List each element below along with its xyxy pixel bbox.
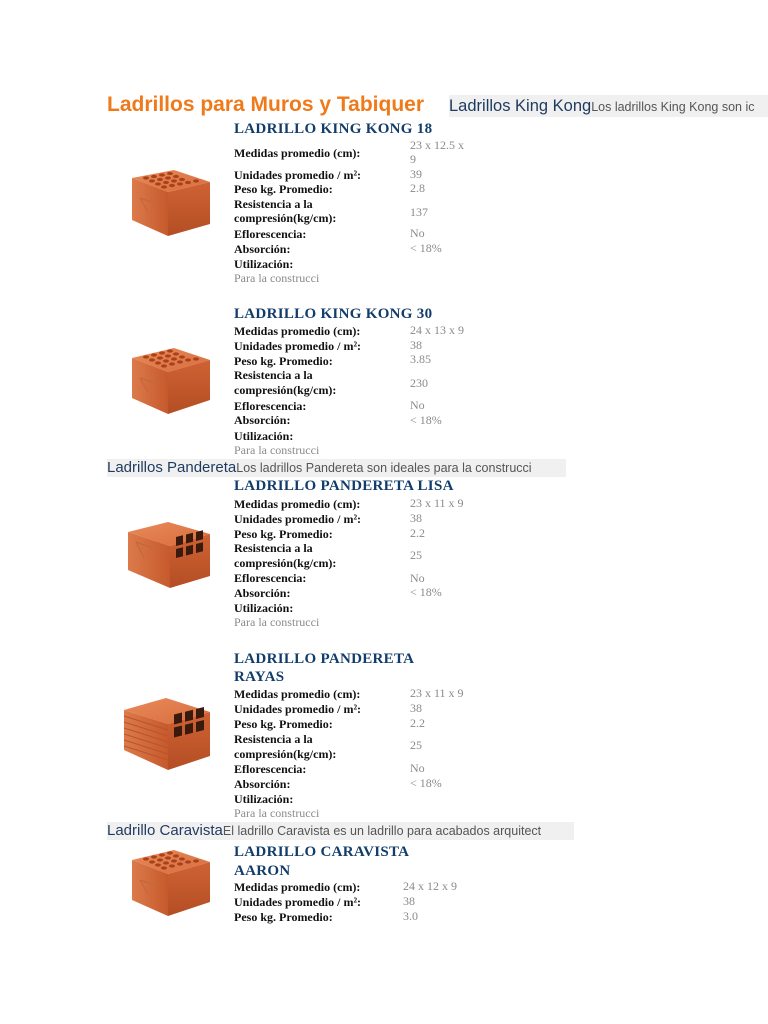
- value-resistencia: 137: [410, 205, 428, 219]
- brick-caravista-aaron-image: [128, 848, 212, 920]
- category-header-king-kong: [449, 95, 768, 117]
- label-unidades: Unidades promedio / m²:: [234, 339, 362, 353]
- label-unidades: Unidades promedio / m²:: [234, 895, 362, 909]
- label-absorcion: Absorción:: [234, 777, 291, 791]
- value-unidades: 38: [410, 511, 422, 525]
- brick-pandereta-rayas-image: [120, 694, 214, 772]
- label-eflorescencia: Eflorescencia:: [234, 399, 307, 413]
- label-medidas: Medidas promedio (cm):: [234, 880, 361, 894]
- label-peso: Peso kg. Promedio:: [234, 527, 333, 541]
- category-description: El ladrillo Caravista es un ladrillo para acabados arquitect: [222, 824, 542, 838]
- label-utilizacion: Utilización:: [234, 257, 294, 271]
- value-absorcion: < 18%: [410, 776, 442, 790]
- value-utilizacion: Para la construcci: [234, 271, 320, 285]
- brick-king-kong-30-image: [128, 346, 212, 418]
- label-peso: Peso kg. Promedio:: [234, 910, 333, 924]
- brick-pandereta-lisa-image: [124, 518, 214, 590]
- label-resistencia: Resistencia a la: [234, 732, 313, 746]
- label-medidas: Medidas promedio (cm):: [234, 324, 361, 338]
- category-header-caravista: [107, 822, 574, 840]
- product-title: LADRILLO CARAVISTA: [234, 844, 410, 860]
- value-eflorescencia: No: [410, 226, 425, 240]
- label-resistencia: Resistencia a la: [234, 368, 313, 382]
- value-medidas: 24 x 12 x 9: [403, 879, 457, 893]
- label-utilizacion: Utilización:: [234, 429, 294, 443]
- product-title: LADRILLO PANDERETA: [234, 651, 415, 667]
- value-medidas-cont: 9: [410, 152, 416, 166]
- product-title-cont: AARON: [234, 863, 291, 879]
- value-unidades: 38: [403, 894, 415, 908]
- value-absorcion: < 18%: [410, 241, 442, 255]
- value-unidades: 38: [410, 338, 422, 352]
- label-resistencia: Resistencia a la: [234, 197, 313, 211]
- product-title: LADRILLO KING KONG 18: [234, 121, 433, 137]
- label-resistencia-cont: compresión(kg/cm):: [234, 747, 337, 761]
- value-eflorescencia: No: [410, 571, 425, 585]
- label-resistencia-cont: compresión(kg/cm):: [234, 556, 337, 570]
- label-eflorescencia: Eflorescencia:: [234, 227, 307, 241]
- value-peso: 3.85: [410, 352, 431, 366]
- label-medidas: Medidas promedio (cm):: [234, 146, 361, 160]
- value-resistencia: 25: [410, 548, 422, 562]
- category-description: Los ladrillos King Kong son ic: [591, 100, 755, 114]
- brick-king-kong-18-image: [128, 168, 212, 240]
- value-resistencia: 230: [410, 376, 428, 390]
- label-resistencia: Resistencia a la: [234, 541, 313, 555]
- value-peso: 2.8: [410, 181, 425, 195]
- value-utilizacion: Para la construcci: [234, 806, 320, 820]
- value-utilizacion: Para la construcci: [234, 443, 320, 457]
- label-absorcion: Absorción:: [234, 586, 291, 600]
- label-eflorescencia: Eflorescencia:: [234, 571, 307, 585]
- value-resistencia: 25: [410, 738, 422, 752]
- label-utilizacion: Utilización:: [234, 792, 294, 806]
- category-description: Los ladrillos Pandereta son ideales para la construcci: [236, 461, 532, 475]
- value-unidades: 38: [410, 701, 422, 715]
- label-unidades: Unidades promedio / m²:: [234, 512, 362, 526]
- label-peso: Peso kg. Promedio:: [234, 182, 333, 196]
- value-absorcion: < 18%: [410, 413, 442, 427]
- value-peso: 3.0: [403, 909, 418, 923]
- label-medidas: Medidas promedio (cm):: [234, 497, 361, 511]
- label-resistencia-cont: compresión(kg/cm):: [234, 211, 337, 225]
- value-utilizacion: Para la construcci: [234, 615, 320, 629]
- value-medidas: 24 x 13 x 9: [410, 323, 464, 337]
- label-absorcion: Absorción:: [234, 413, 291, 427]
- category-name: Ladrillos King Kong: [449, 97, 592, 115]
- label-peso: Peso kg. Promedio:: [234, 354, 333, 368]
- label-utilizacion: Utilización:: [234, 601, 294, 615]
- product-title: LADRILLO KING KONG 30: [234, 306, 433, 322]
- value-unidades: 39: [410, 167, 422, 181]
- label-peso: Peso kg. Promedio:: [234, 717, 333, 731]
- value-eflorescencia: No: [410, 398, 425, 412]
- label-unidades: Unidades promedio / m²:: [234, 168, 362, 182]
- value-eflorescencia: No: [410, 761, 425, 775]
- product-title: LADRILLO PANDERETA LISA: [234, 478, 454, 494]
- label-resistencia-cont: compresión(kg/cm):: [234, 383, 337, 397]
- label-medidas: Medidas promedio (cm):: [234, 687, 361, 701]
- product-title-cont: RAYAS: [234, 669, 285, 685]
- label-absorcion: Absorción:: [234, 242, 291, 256]
- page-title: Ladrillos para Muros y Tabiquer: [107, 93, 425, 116]
- label-unidades: Unidades promedio / m²:: [234, 702, 362, 716]
- value-medidas: 23 x 11 x 9: [410, 496, 464, 510]
- value-medidas: 23 x 11 x 9: [410, 686, 464, 700]
- label-eflorescencia: Eflorescencia:: [234, 762, 307, 776]
- value-medidas: 23 x 12.5 x: [410, 138, 464, 152]
- category-name: Ladrillos Pandereta: [107, 459, 237, 476]
- value-absorcion: < 18%: [410, 585, 442, 599]
- category-name: Ladrillo Caravista: [107, 822, 223, 839]
- category-header-pandereta: [107, 459, 566, 477]
- value-peso: 2.2: [410, 716, 425, 730]
- value-peso: 2.2: [410, 526, 425, 540]
